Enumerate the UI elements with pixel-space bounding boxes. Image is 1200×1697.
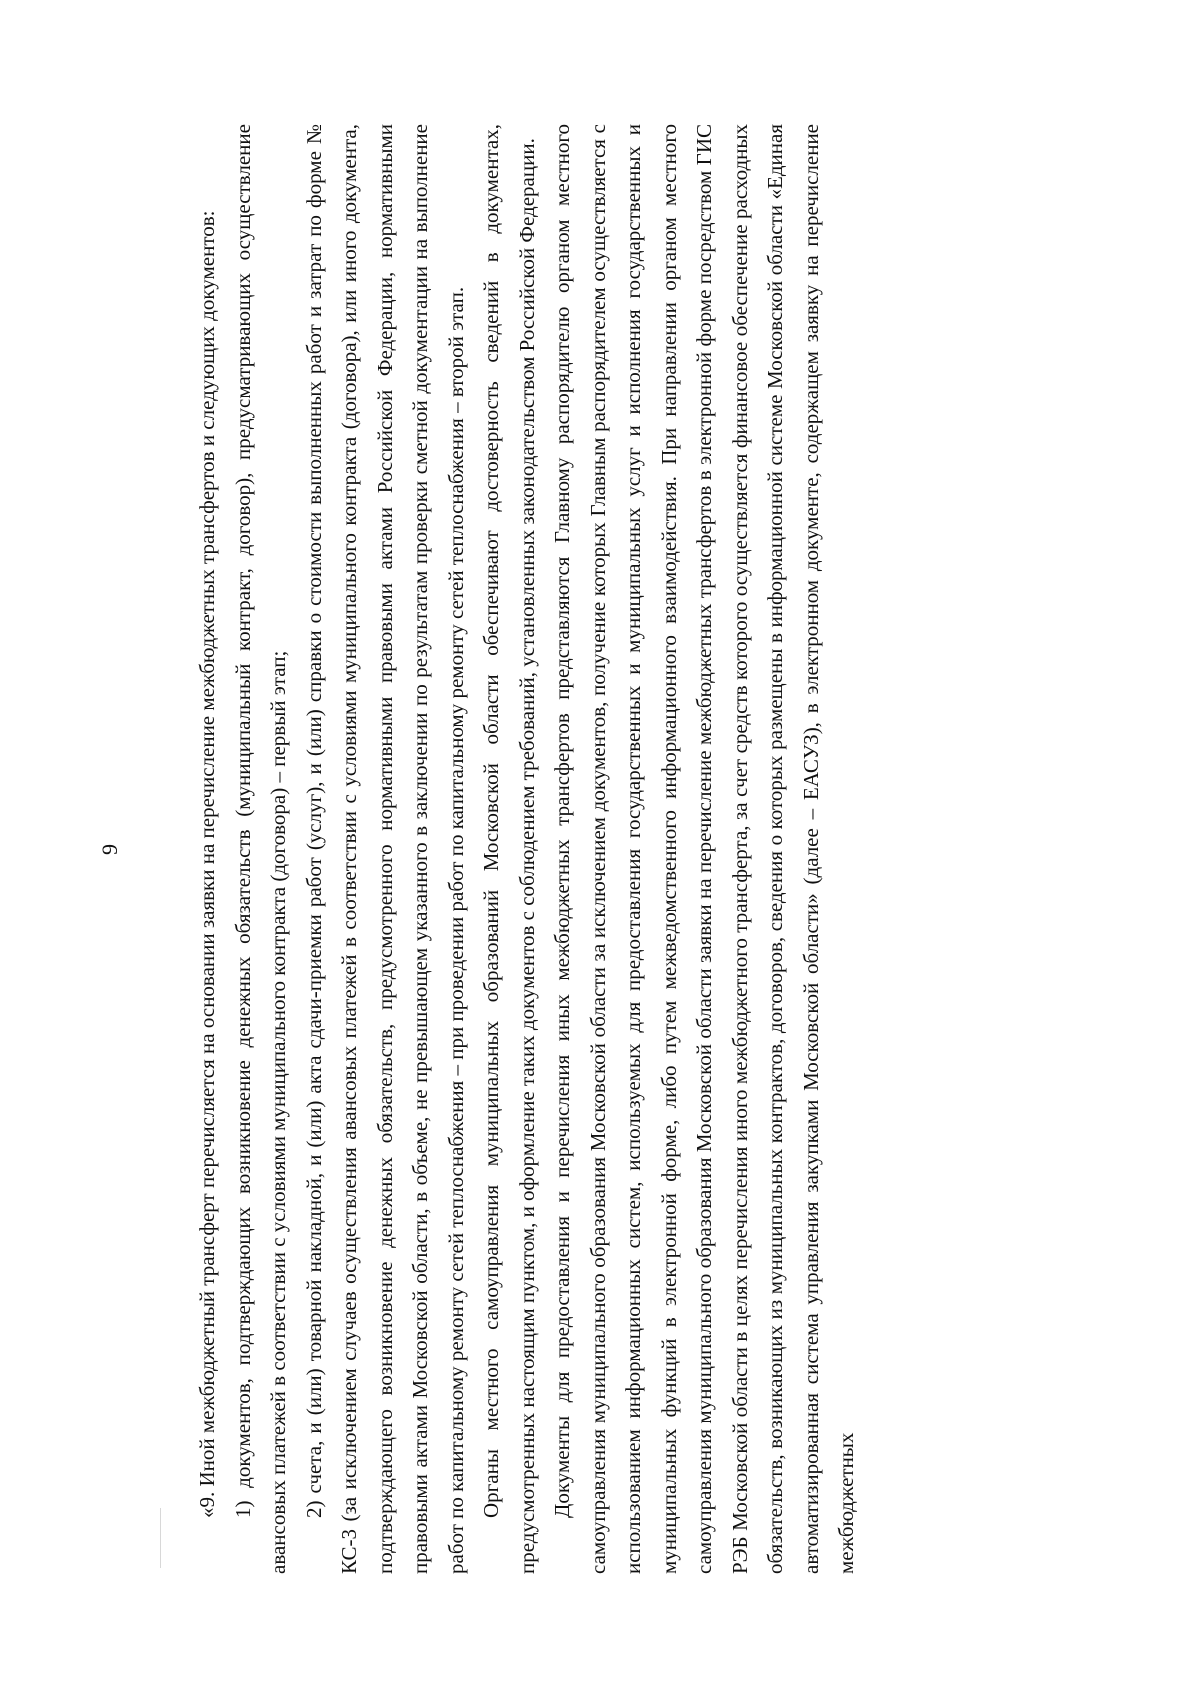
rotated-content [95, 124, 1105, 1574]
paragraph-intro: «9. Иной межбюджетный трансферт перечисляется на основании заявки на перечисление межбюджетных трансфертов и следующих документов: [195, 210, 219, 1518]
paragraph-item-1: 1) документов, подтверждающих возникновение денежных обязательств (муниципальный контракт, договор), предусматривающих осуществление авансовых платежей в соответствии с условиями муниципального контракта (договора) – первый этап; [230, 123, 290, 1574]
paragraph-authorities: Органы местного самоуправления муниципальных образований Московской области обеспечивают достоверность сведений в документах, предусмотренных настоящим пунктом, и оформление таких документов с соблюдением требований, установленных законодательством Российской Федерации. [479, 123, 539, 1574]
document-body [190, 124, 865, 1574]
paragraph-item-2: 2) счета, и (или) товарной накладной, и (или) акта сдачи-приемки работ (услуг), и (или) справки о стоимости выполненных работ и затрат по форме № КС-3 (за исключением случаев осуществления авансовых платежей в соответствии с условиями муниципального контракта (договора), или иного документа, подтверждающего возникновение денежных обязательств, предусмотренного нормативными правовыми актами Российской Федерации, нормативными правовыми актами Московской области, в объеме, не превышающем указанного в заключении по результатам проверки сметной документации на выполнение работ по капитальному ремонту сетей теплоснабжения – при проведении работ по капитальному ремонту сетей теплоснабжения – второй этап. [301, 123, 468, 1574]
page-number: 9 [97, 842, 122, 855]
paragraph-documents: Документы для предоставления и перечисления иных межбюджетных трансфертов представляются Главному распорядителю органом местного самоуправления муниципального образования Московской области за исключением документов, получение которых Главным распорядителем осуществляется с использованием информационных систем, используемых для предоставления государственных и муниципальных услуг и исполнения государственных и муниципальных функций в электронной форме, либо путем межведомственного информационного взаимодействия. При направлении органом местного самоуправления муниципального образования Московской области заявки на перечисление межбюджетных трансфертов в электронной форме посредством ГИС РЭБ Московской области в целях перечисления иного межбюджетного трансферта, за счет средств которого осуществляется финансовое обеспечение расходных обязательств, возникающих из муниципальных контрактов, договоров, сведения о которых размещены в информационной системе Московской области «Единая автоматизированная система управления закупками Московской области» (далее – ЕАСУЗ), в электронном документе, содержащем заявку на перечисление межбюджетных [550, 123, 858, 1574]
